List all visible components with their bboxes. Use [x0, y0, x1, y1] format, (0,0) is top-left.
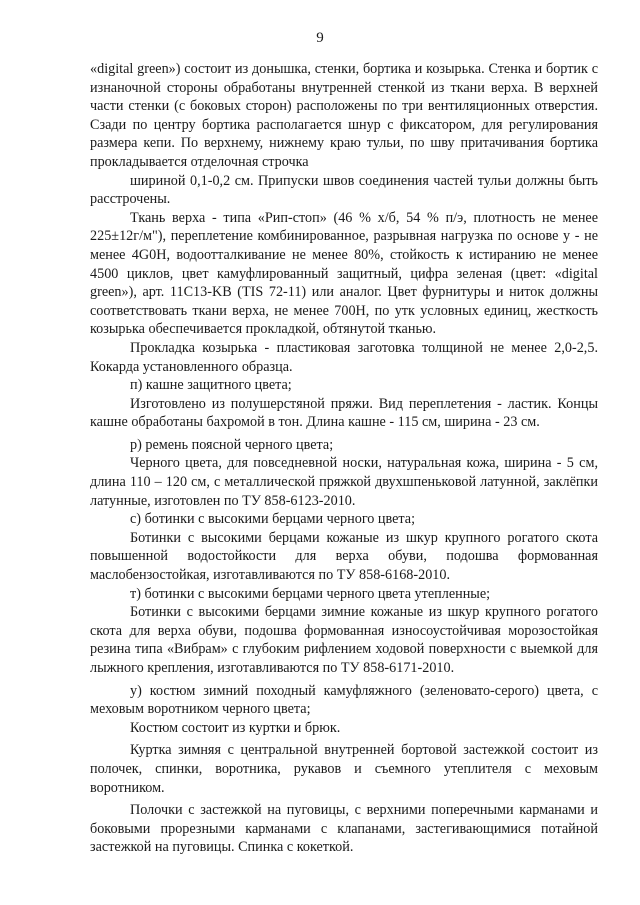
paragraph: Костюм состоит из куртки и брюк.: [130, 719, 341, 736]
paragraph: Куртка зимняя с центральной внутренней бортовой застежкой состоит из полочек, спинки, воротника, рукавов и съемного утеплителя с меховым воротником.: [90, 742, 598, 796]
paragraph: у) костюм зимний походный камуфляжного (зеленовато-серого) цвета, с меховым воротником черного цвета;: [90, 682, 598, 718]
paragraph: Черного цвета, для повседневной носки, натуральная кожа, ширина - 5 см, длина 110 – 120 см, с металлической пряжкой двухшпеньковой латунной, заклёпки латунные, изготовлен по ТУ 858-6123-2010.: [90, 455, 598, 509]
paragraph: т) ботинки с высокими берцами черного цвета утепленные;: [130, 585, 491, 602]
paragraph: Изготовлено из полушерстяной пряжи. Вид переплетения - ластик. Концы кашне обработаны бахромой в тон. Длина кашне - 115 см, ширина - 23 см.: [90, 395, 598, 431]
paragraph: Ботинки с высокими берцами кожаные из шкур крупного рогатого скота повышенной водостойкости для верха обуви, подошва формованная маслобензостойкая, изготавливаются по ТУ 858-6168-2010.: [90, 529, 598, 584]
paragraph: Прокладка козырька - пластиковая заготовка толщиной не менее 2,0-2,5. Кокарда установленного образца.: [90, 339, 598, 375]
paragraph: р) ремень поясной черного цвета;: [130, 436, 334, 453]
paragraph: п) кашне защитного цвета;: [130, 377, 292, 394]
page-number: 9: [316, 30, 324, 46]
paragraph: с) ботинки с высокими берцами черного цвета;: [130, 511, 416, 528]
paragraph: Ботинки с высокими берцами зимние кожаные из шкур крупного рогатого скота для верха обуви, подошва формованная износоустойчивая морозостойкая резина типа «Вибрам» с глубоким рифлением ходовой поверхности с выемкой для лыжного крепления, изготавливаются по ТУ 858-6171-2010.: [90, 604, 598, 676]
paragraph: Ткань верха - типа «Рип-стоп» (46 % х/б, 54 % п/э, плотность не менее 225±12г/м"), переплетение комбинированное, разрывная нагрузка по основе у - не менее 4G0H, водоотталкивание не менее 80%, стойкость к истиранию не менее 4500 циклов, цвет камуфлированный защитный, цифра зеленая (цвет: «digital green»), арт. 11C13-KB (TIS 72-11) или аналог. Цвет фурнитуры и ниток должны соответствовать ткани верха, не менее 700Н, по утк условных единиц, жесткость козырька обеспечивается прокладкой, обтянутой тканью.: [90, 209, 598, 338]
paragraph: шириной 0,1-0,2 см. Припуски швов соединения частей тульи должны быть расстрочены.: [90, 172, 598, 208]
paragraph: Полочки с застежкой на пуговицы, с верхними поперечными карманами и боковыми прорезными карманами с клапанами, застегивающимися потайной застежкой на пуговицы. Спинка с кокеткой.: [90, 802, 598, 856]
paragraph: «digital green») состоит из донышка, стенки, бортика и козырька. Стенка и бортик с изнаночной стороны обработаны внутренней стенкой из ткани верха. В верхней части стенки (с боковых сторон) расположены по три вентиляционных отверстия. Сзади по центру бортика располагается шнур с фиксатором, для регулирования размера кепи. По верхнему, нижнему краю тульи, по шву притачивания бортика прокладывается отделочная строчка: [90, 61, 598, 170]
body-text: [90, 60, 598, 857]
